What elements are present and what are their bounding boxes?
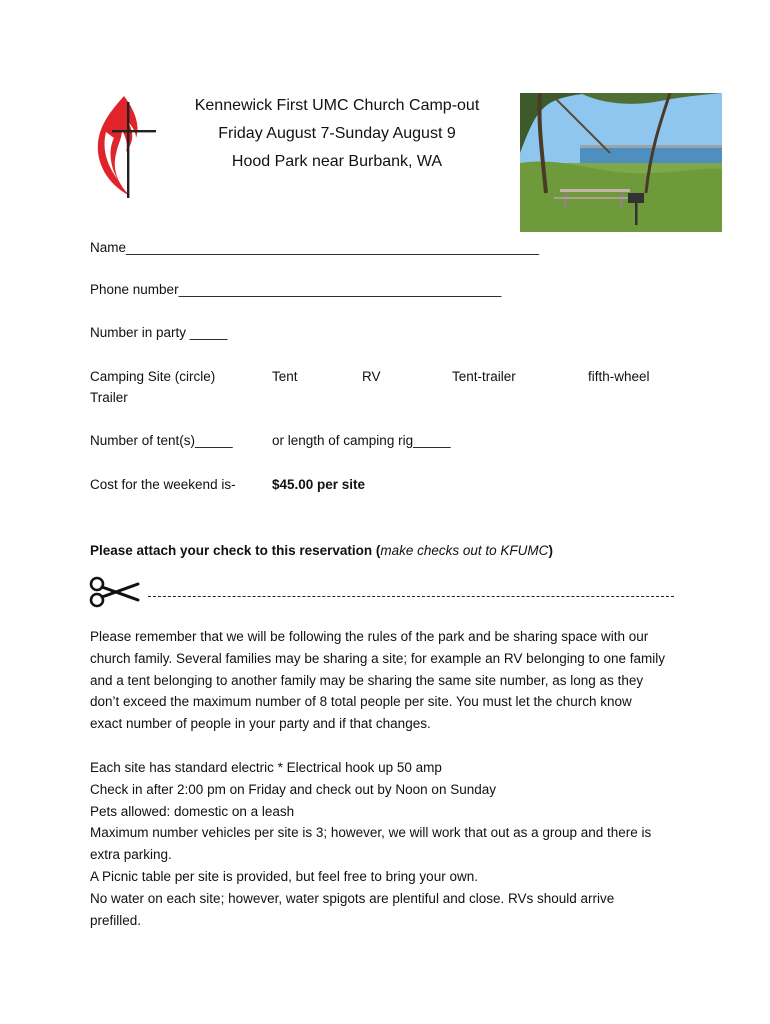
- cross-and-flame-icon: [88, 92, 160, 202]
- name-label: Name: [90, 240, 127, 255]
- rig-length-field[interactable]: or length of camping rig_____: [272, 433, 451, 448]
- attach-prefix: Please attach your check to this reservation (: [90, 543, 381, 558]
- rule-line: extra parking.: [90, 847, 172, 863]
- phone-label: Phone number: [90, 282, 179, 297]
- event-title: Kennewick First UMC Church Camp-out: [194, 97, 480, 114]
- scissors-icon: [88, 576, 140, 608]
- attach-check-note: [90, 540, 553, 562]
- rule-line: No water on each site; however, water spigots are plentiful and close. RVs should arrive: [90, 890, 615, 906]
- paragraph-line: exact number of people in your party and if that changes.: [90, 716, 431, 732]
- event-location: Hood Park near Burbank, WA: [231, 153, 443, 170]
- camping-site-label: Camping Site (circle): [90, 369, 216, 384]
- rule-line: A Picnic table per site is provided, but feel free to bring your own.: [90, 868, 478, 884]
- phone-field[interactable]: [90, 279, 501, 301]
- name-field[interactable]: [90, 237, 539, 259]
- option-tent-trailer[interactable]: Tent-trailer: [452, 369, 516, 384]
- rule-line: Each site has standard electric * Electrical hook up 50 amp: [90, 760, 442, 775]
- site-rules-list: [90, 757, 690, 931]
- rule-line: Check in after 2:00 pm on Friday and check out by Noon on Sunday: [90, 781, 496, 797]
- option-tent[interactable]: Tent: [272, 369, 298, 384]
- paragraph-line: church family. Several families may be sharing a site; for example an RV belonging to one family: [90, 650, 666, 666]
- option-trailer[interactable]: Trailer: [90, 390, 128, 405]
- cost-label: Cost for the weekend is-: [90, 477, 236, 492]
- park-photo: [520, 93, 722, 232]
- cut-line: [148, 596, 674, 597]
- party-field[interactable]: Number in party _____: [90, 325, 228, 340]
- cost-value: $45.00 per site: [272, 477, 366, 492]
- rule-line: Maximum number vehicles per site is 3; however, we will work that out as a group and there is: [90, 825, 652, 841]
- option-rv[interactable]: RV: [362, 369, 381, 384]
- tents-field[interactable]: Number of tent(s)_____: [90, 433, 233, 448]
- attach-italic: make checks out to KFUMC: [380, 543, 549, 558]
- option-fifth-wheel[interactable]: fifth-wheel: [588, 369, 650, 384]
- paragraph-line: Please remember that we will be following the rules of the park and be sharing space with our: [90, 629, 649, 644]
- paragraph-line: don’t exceed the maximum number of 8 total people per site. You must let the church know: [90, 694, 632, 710]
- rule-line: prefilled.: [90, 912, 142, 928]
- sharing-rules-paragraph: [90, 626, 690, 735]
- phone-blank: ___________________________________________: [178, 282, 502, 297]
- attach-suffix: ): [548, 543, 553, 558]
- paragraph-line: and a tent belonging to another family may be sharing the same site number, as long as they: [90, 672, 644, 688]
- event-dates: Friday August 7-Sunday August 9: [218, 125, 456, 142]
- name-blank: _______________________________________________________: [126, 240, 539, 255]
- rule-line: Pets allowed: domestic on a leash: [90, 803, 295, 819]
